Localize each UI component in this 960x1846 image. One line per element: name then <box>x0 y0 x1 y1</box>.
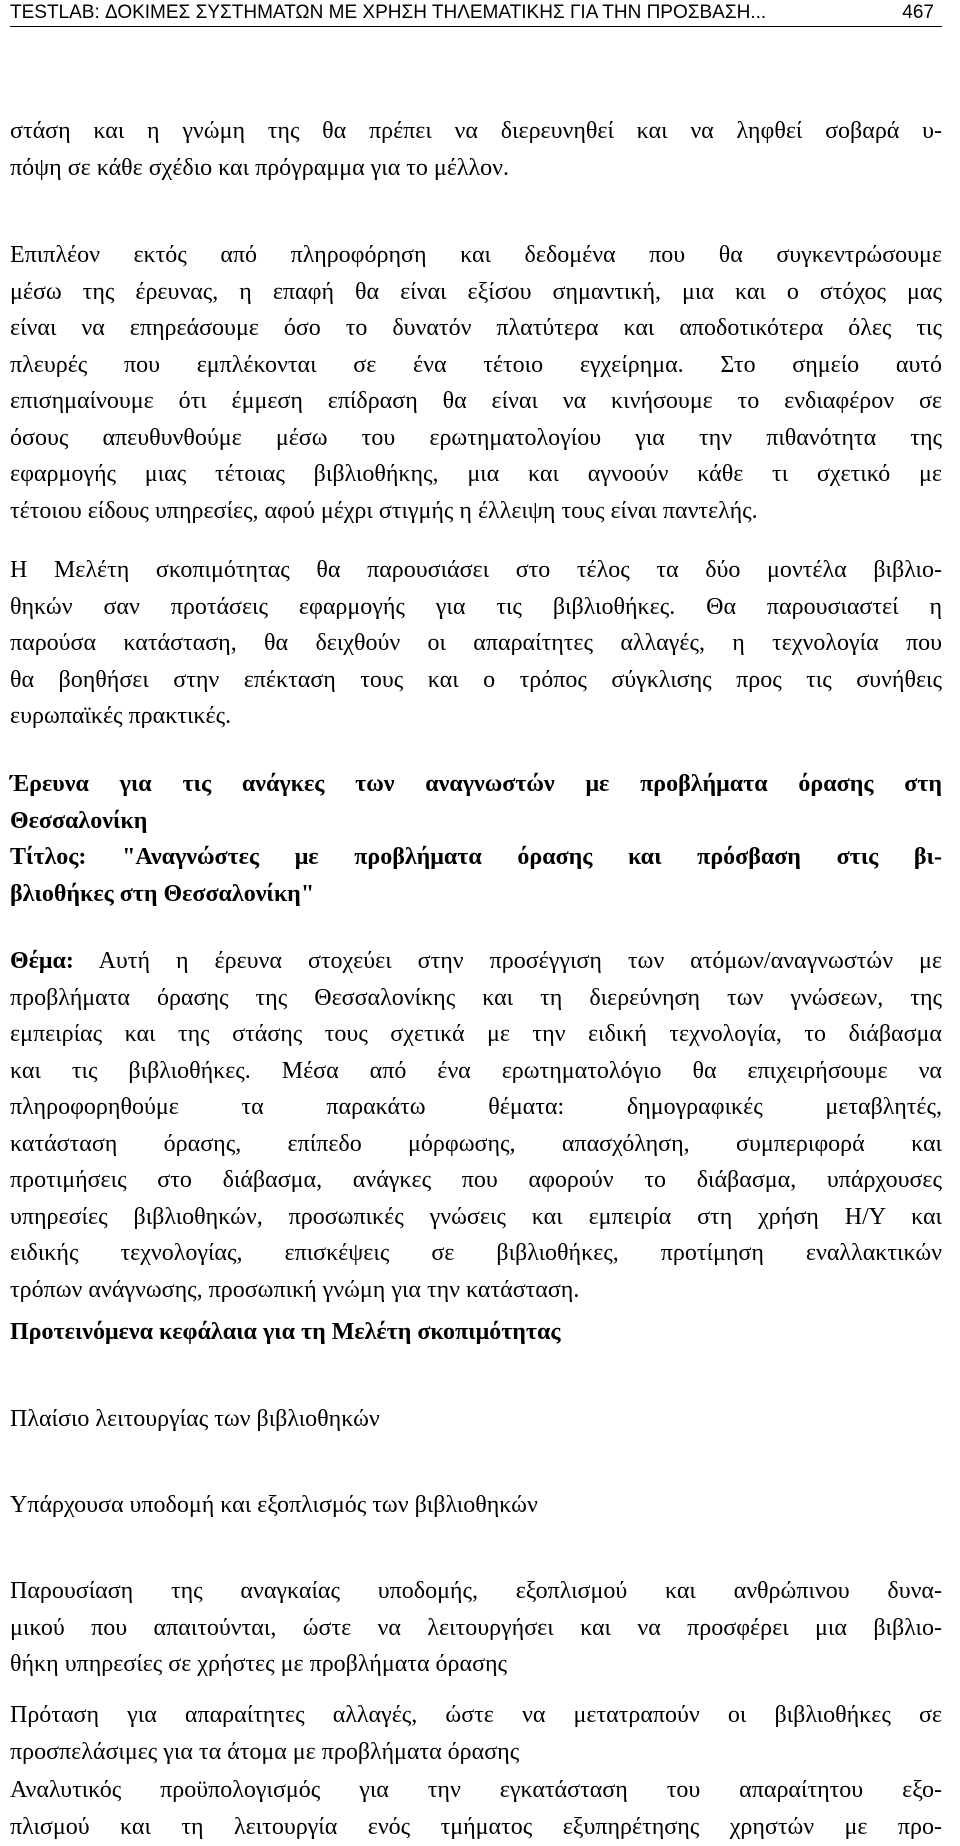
text-line: παρούσα κατάσταση, θα δειχθούν οι απαραίτητες αλλαγές, η τεχνολογία που <box>10 630 942 656</box>
text-line: προβλήματα όρασης της Θεσσαλονίκης και τη διερεύνηση των γνώσεων, της <box>10 984 942 1011</box>
text-line: είναι να επηρεάσουμε όσο το δυνατόν πλατύτερα και αποδοτικότερα όλες τις <box>10 315 942 341</box>
text-line: πόψη σε κάθε σχέδιο και πρόγραμμα για το μέλλον. <box>10 154 509 181</box>
section-heading-survey <box>10 766 942 839</box>
text-line: Η Μελέτη σκοπιμότητας θα παρουσιάσει στο τέλος τα δύο μοντέλα βιβλιο- <box>10 557 942 583</box>
running-header <box>10 0 942 27</box>
text-line: Επιπλέον εκτός από πληροφόρηση και δεδομένα που θα συγκεντρώσουμε <box>10 242 942 268</box>
text-line-rest: Αυτή η έρευνα στοχεύει στην προσέγγιση των ατόμων/αναγνωστών με <box>73 948 942 974</box>
text-line: θηκών σαν προτάσεις εφαρμογής για τις βιβλιοθήκες. Θα παρουσιαστεί η <box>10 593 942 620</box>
text-line: ειδικής τεχνολογίας, επισκέψεις σε βιβλιοθήκες, προτίμηση εναλλακτικών <box>10 1240 942 1266</box>
text-line: επισημαίνουμε ότι έμμεση επίδραση θα είναι να κινήσουμε το ενδιαφέρον σε <box>10 388 942 414</box>
section-heading-chapters <box>10 1314 942 1351</box>
text-line: τέτοιου είδους υπηρεσίες, αφού μέχρι στιγμής η έλλειψη τους είναι παντελής. <box>10 497 758 524</box>
text-line: όσους απευθυνθούμε μέσω του ερωτηματολογίου για την πιθανότητα της <box>10 424 942 451</box>
chapter-item <box>10 1573 942 1683</box>
text-line: και τις βιβλιοθήκες. Μέσα από ένα ερωτηματολόγιο θα επιχειρήσουμε να <box>10 1057 942 1084</box>
chapter-item <box>10 1487 942 1524</box>
text-line: μέσω της έρευνας, η επαφή θα είναι εξίσου σημαντική, μια και ο στόχος μας <box>10 278 942 305</box>
text-line: πλισμού και τη λειτουργία ενός τμήματος εξυπηρέτησης χρηστών με προ- <box>10 1813 942 1840</box>
text-line: υπηρεσίες βιβλιοθηκών, προσωπικές γνώσεις και εμπειρία στη χρήση Η/Υ και <box>10 1203 942 1230</box>
page-number: 467 <box>902 2 934 23</box>
text-line: Πλαίσιο λειτουργίας των βιβλιοθηκών <box>10 1406 380 1432</box>
text-line: Πρόταση για απαραίτητες αλλαγές, ώστε να μετατραπούν οι βιβλιοθήκες σε <box>10 1702 942 1728</box>
text-line: Παρουσίαση της αναγκαίας υποδομής, εξοπλισμού και ανθρώπινου δυνα- <box>10 1578 942 1604</box>
text-line: πλευρές που εμπλέκονται σε ένα τέτοιο εγχείρημα. Στο σημείο αυτό <box>10 351 942 378</box>
header-title: TESTLAB: ΔΟΚΙΜΕΣ ΣΥΣΤΗΜΑΤΩΝ ΜΕ ΧΡΗΣΗ ΤΗΛΕΜΑΤΙΚΗΣ ΓΙΑ ΤΗΝ ΠΡΟΣΒΑΣΗ... <box>10 2 767 23</box>
text-line: θήκη υπηρεσίες σε χρήστες με προβλήματα όρασης <box>10 1651 508 1677</box>
heading-line: Τίτλος: "Αναγνώστες με προβλήματα όρασης και πρόσβαση στις βι- <box>10 844 942 870</box>
text-line: τρόπων ανάγνωσης, προσωπική γνώμη για την κατάσταση. <box>10 1276 580 1303</box>
text-line: εφαρμογής μιας τέτοιας βιβλιοθήκης, μια και αγνοούν κάθε τι σχετικό με <box>10 461 942 487</box>
text-line: προτιμήσεις στο διάβασμα, ανάγκες που αφορούν το διάβασμα, υπάρχουσες <box>10 1167 942 1193</box>
heading-line: Έρευνα για τις ανάγκες των αναγνωστών με προβλήματα όρασης στη <box>10 771 942 797</box>
text-line: προσπελάσιμες για τα άτομα με προβλήματα όρασης <box>10 1738 520 1765</box>
text-line: εμπειρίας και της στάσης τους σχετικά με την ειδική τεχνολογία, το διάβασμα <box>10 1021 942 1047</box>
subject-label: Θέμα: <box>10 948 74 974</box>
chapter-item <box>10 1697 942 1770</box>
paragraph-feasibility-study <box>10 552 942 735</box>
text-line: στάση και η γνώμη της θα πρέπει να διερευνηθεί και να ληφθεί σοβαρά υ- <box>10 118 942 144</box>
heading-line: Προτεινόμενα κεφάλαια για τη Μελέτη σκοπιμότητας <box>10 1319 561 1345</box>
text-line: πληροφορηθούμε τα παρακάτω θέματα: δημογραφικές μεταβλητές, <box>10 1094 942 1120</box>
chapter-item <box>10 1401 942 1438</box>
text-line <box>10 943 942 980</box>
text-line: Υπάρχουσα υποδομή και εξοπλισμός των βιβλιοθηκών <box>10 1492 538 1518</box>
text-line: θα βοηθήσει στην επέκταση τους και ο τρόπος σύγκλισης προς τις συνήθεις <box>10 666 942 693</box>
paragraph-engagement <box>10 237 942 529</box>
text-line: μικού που απαιτούνται, ώστε να λειτουργήσει και να προσφέρει μια βιβλιο- <box>10 1614 942 1641</box>
text-line: κατάσταση όρασης, επίπεδο μόρφωσης, απασχόληση, συμπεριφορά και <box>10 1130 942 1157</box>
text-line: ευρωπαϊκές πρακτικές. <box>10 703 232 729</box>
heading-line: Θεσσαλονίκη <box>10 807 148 834</box>
text-line: Αναλυτικός προϋπολογισμός για την εγκατάσταση του απαραίτητου εξο- <box>10 1777 942 1803</box>
paragraph-continuation <box>10 113 942 186</box>
heading-line: βλιοθήκες στη Θεσσαλονίκη" <box>10 880 315 907</box>
chapter-item <box>10 1772 942 1845</box>
survey-title <box>10 839 942 912</box>
paragraph-subject <box>10 943 942 1308</box>
